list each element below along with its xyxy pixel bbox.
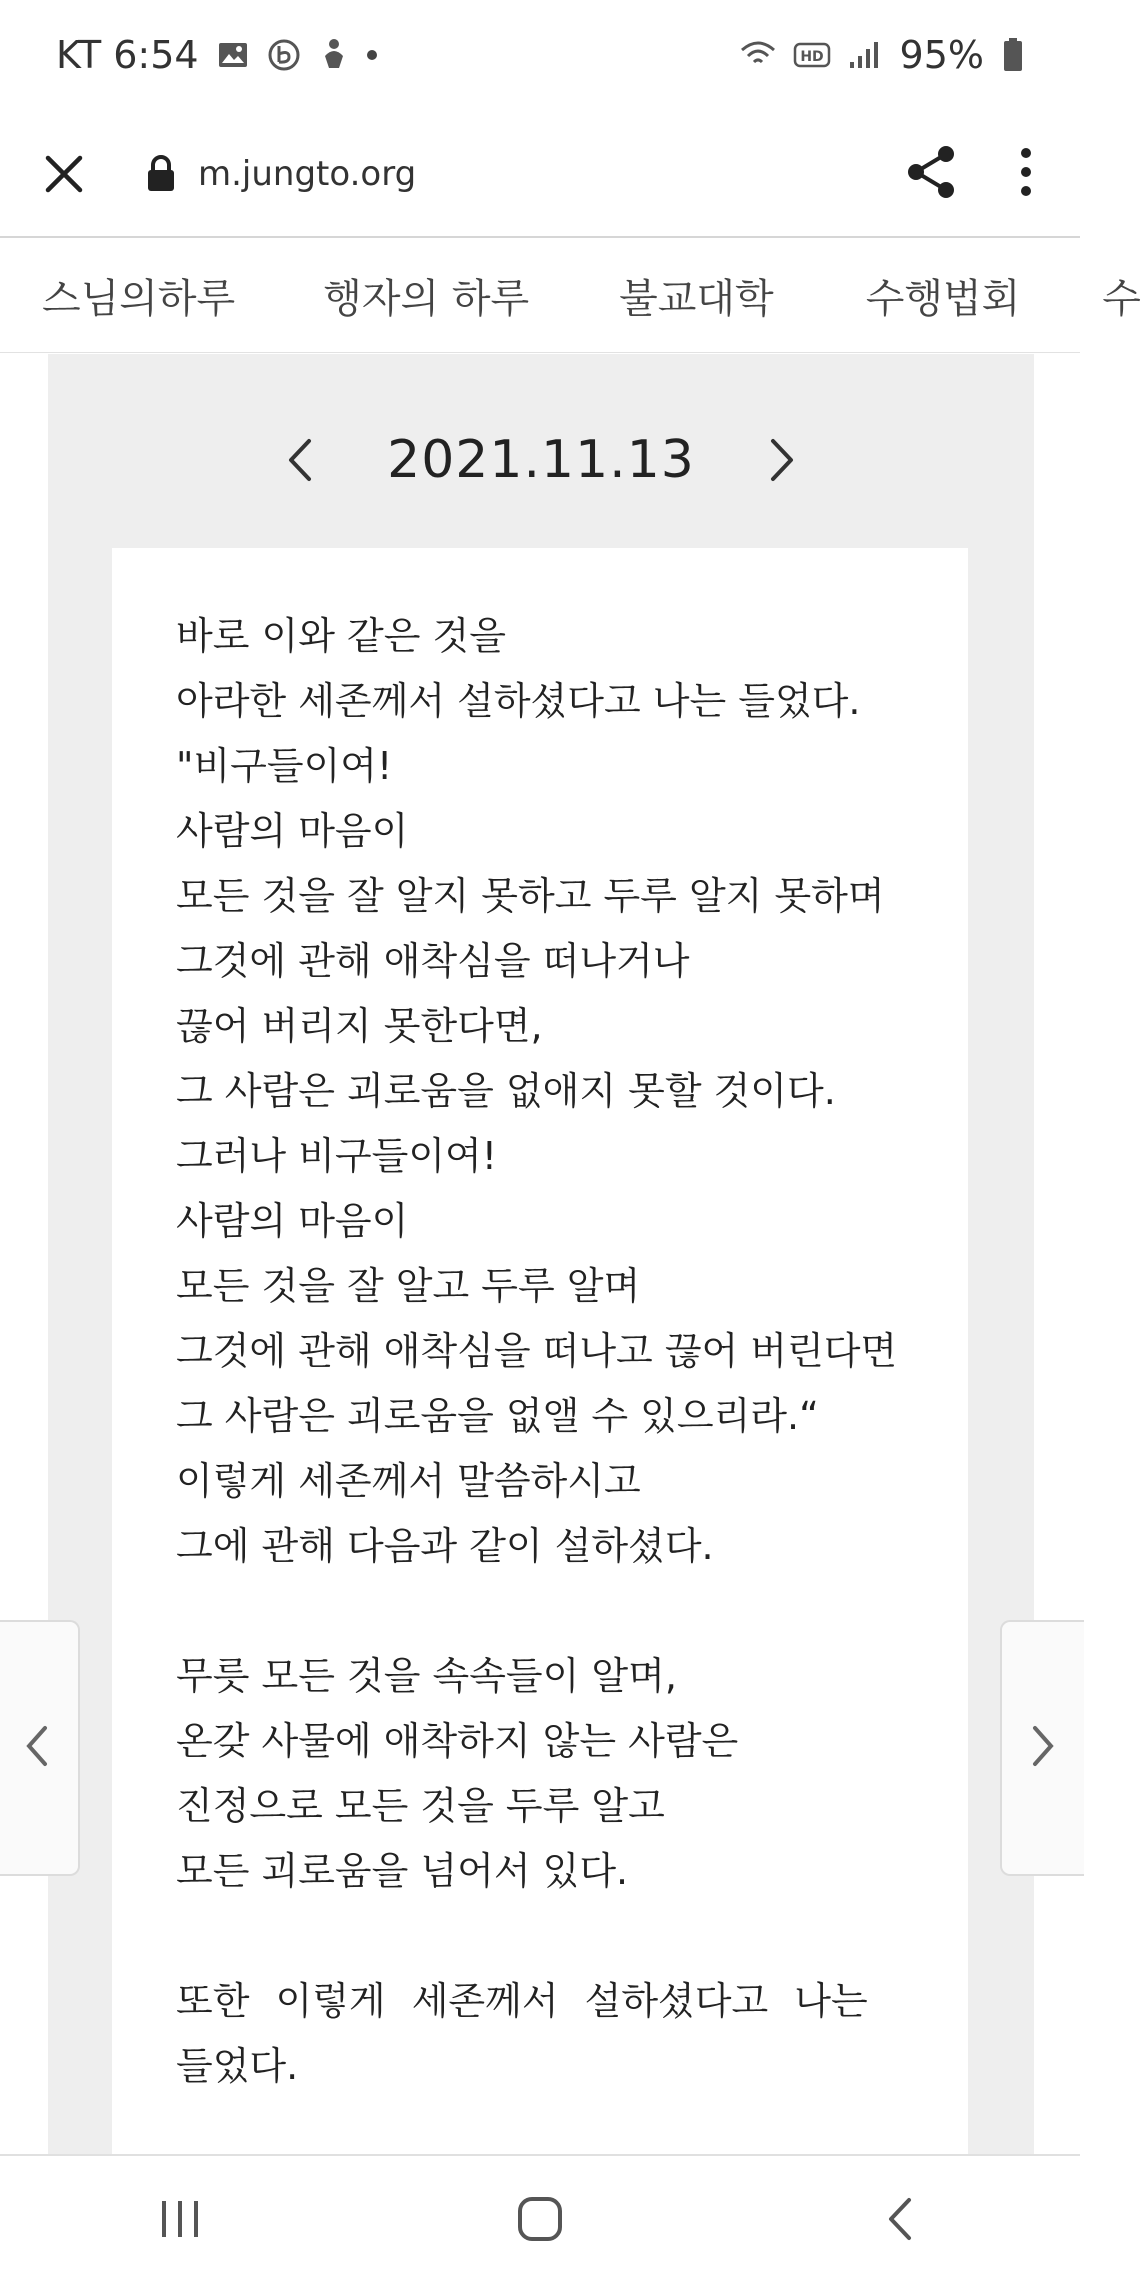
article-line: 모든 괴로움을 넘어서 있다. <box>176 1849 629 1893</box>
article-card <box>112 548 968 2154</box>
battery-icon <box>1002 37 1024 73</box>
article-line: 무릇 모든 것을 속속들이 알며, <box>176 1654 677 1698</box>
article-line: 그 사람은 괴로움을 없애지 못할 것이다. <box>176 1069 836 1113</box>
browser-toolbar <box>0 110 1080 238</box>
side-next-tab[interactable] <box>1000 1620 1084 1876</box>
image-icon <box>217 40 249 70</box>
article-line: 사람의 마음이 <box>176 809 409 853</box>
category-tab[interactable]: 수행법회 <box>865 275 1021 322</box>
carrier-time: KT 6:54 <box>56 33 199 77</box>
share-icon[interactable] <box>904 144 958 204</box>
article-line: 끊어 버리지 못한다면, <box>176 1004 543 1048</box>
main-content <box>48 354 1034 2154</box>
hd-icon <box>794 40 830 70</box>
status-right <box>740 33 1024 77</box>
wifi-call-icon <box>740 40 776 70</box>
category-tab[interactable]: 행자의 하루 <box>323 275 530 322</box>
article-paragraph <box>176 1969 896 2099</box>
b-app-icon <box>267 38 301 72</box>
date-label: 2021.11.13 <box>387 430 695 490</box>
status-left <box>56 33 377 77</box>
article-line: 그것에 관해 애착심을 떠나거나 <box>176 939 690 983</box>
signal-icon <box>848 40 882 70</box>
lock-icon <box>146 154 178 194</box>
article-line: 그것에 관해 애착심을 떠나고 끊어 버린다면 <box>176 1329 898 1373</box>
article-line: 온갖 사물에 애착하지 않는 사람은 <box>176 1719 739 1763</box>
more-vert-icon[interactable] <box>1018 147 1034 201</box>
side-chevron-left-icon <box>25 1724 49 1772</box>
side-prev-tab[interactable] <box>0 1620 80 1876</box>
category-tab[interactable]: 수 <box>1102 275 1141 322</box>
svg-text:HD: HD <box>799 49 824 65</box>
category-nav <box>0 238 1141 353</box>
article-line: 이렇게 세존께서 말씀하시고 <box>176 1459 641 1503</box>
article-line: 그러나 비구들이여! <box>176 1134 497 1178</box>
article-line: 바로 이와 같은 것을 <box>176 614 506 658</box>
article-line: "비구들이여! <box>176 744 393 788</box>
chevron-right-icon[interactable] <box>753 430 813 490</box>
url-text[interactable]: m.jungto.org <box>198 154 417 194</box>
article-line: 모든 것을 잘 알지 못하고 두루 알지 못하며 <box>176 874 885 918</box>
recent-apps-icon[interactable] <box>120 2174 240 2264</box>
article-line: 아라한 세존께서 설하셨다고 나는 들었다. <box>176 679 861 723</box>
article-line: 사람의 마음이 <box>176 1199 409 1243</box>
date-navigator <box>48 420 1034 500</box>
system-nav-bar <box>0 2154 1080 2282</box>
home-icon[interactable] <box>480 2174 600 2264</box>
article-paragraph <box>176 1644 896 1904</box>
category-tab[interactable]: 불교대학 <box>619 275 774 322</box>
status-bar <box>0 0 1080 110</box>
toolbar-actions <box>904 144 1034 204</box>
chevron-left-icon[interactable] <box>269 430 329 490</box>
article-line: 또한 이렇게 세존께서 설하셨다고 나는 들었다. <box>176 1979 868 2088</box>
article-body <box>176 604 896 2099</box>
dot-icon <box>367 50 377 60</box>
figure-icon <box>319 38 349 72</box>
article-line: 그에 관해 다음과 같이 설하셨다. <box>176 1524 714 1568</box>
side-chevron-right-icon <box>1031 1724 1055 1772</box>
article-paragraph <box>176 604 896 1579</box>
close-icon[interactable] <box>40 150 88 198</box>
category-tab[interactable]: 스님의하루 <box>42 275 236 322</box>
back-icon[interactable] <box>840 2174 960 2264</box>
article-line: 그 사람은 괴로움을 없앨 수 있으리라.“ <box>176 1394 819 1438</box>
article-line: 모든 것을 잘 알고 두루 알며 <box>176 1264 641 1308</box>
battery-percent: 95% <box>899 33 984 77</box>
article-line: 진정으로 모든 것을 두루 알고 <box>176 1784 665 1828</box>
